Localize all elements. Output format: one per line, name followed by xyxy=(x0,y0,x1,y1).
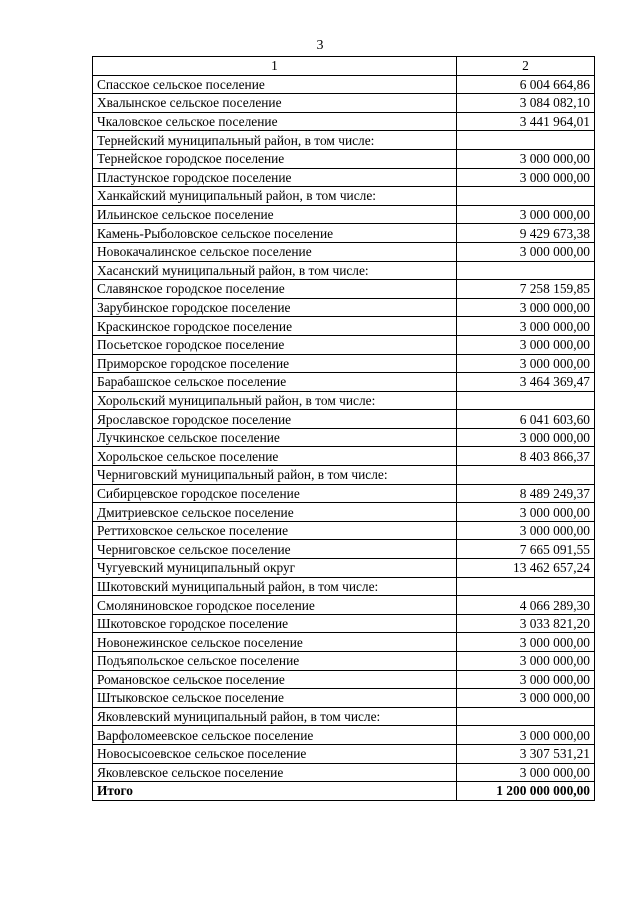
row-name-cell: Дмитриевское сельское поселение xyxy=(93,503,457,522)
table-row xyxy=(93,131,595,150)
row-amount-cell xyxy=(457,187,595,206)
table-row xyxy=(93,242,595,261)
table-row xyxy=(93,112,595,131)
row-name-cell: Черниговское сельское поселение xyxy=(93,540,457,559)
table-row xyxy=(93,466,595,485)
table-row xyxy=(93,540,595,559)
row-name-cell: Чугуевский муниципальный округ xyxy=(93,559,457,578)
table-row xyxy=(93,205,595,224)
row-amount-cell: 8 403 866,37 xyxy=(457,447,595,466)
table-row xyxy=(93,503,595,522)
table-row xyxy=(93,280,595,299)
row-amount-cell: 3 033 821,20 xyxy=(457,614,595,633)
table-row xyxy=(93,577,595,596)
row-amount-cell: 3 000 000,00 xyxy=(457,652,595,671)
row-amount-cell: 6 004 664,86 xyxy=(457,75,595,94)
row-amount-cell: 8 489 249,37 xyxy=(457,484,595,503)
row-amount-cell: 3 000 000,00 xyxy=(457,168,595,187)
row-name-cell: Краскинское городское поселение xyxy=(93,317,457,336)
table-row xyxy=(93,633,595,652)
table-row xyxy=(93,94,595,113)
table-row xyxy=(93,187,595,206)
table-row xyxy=(93,391,595,410)
row-amount-cell xyxy=(457,261,595,280)
row-amount-cell: 3 000 000,00 xyxy=(457,242,595,261)
row-name-cell: Славянское городское поселение xyxy=(93,280,457,299)
row-name-cell: Ярославское городское поселение xyxy=(93,410,457,429)
table-row xyxy=(93,335,595,354)
column-header-2: 2 xyxy=(457,57,595,76)
row-amount-cell: 3 084 082,10 xyxy=(457,94,595,113)
row-amount-cell: 3 000 000,00 xyxy=(457,354,595,373)
row-name-cell: Барабашское сельское поселение xyxy=(93,373,457,392)
table-row xyxy=(93,744,595,763)
row-name-cell: Реттиховское сельское поселение xyxy=(93,521,457,540)
row-amount-cell xyxy=(457,131,595,150)
row-amount-cell: 6 041 603,60 xyxy=(457,410,595,429)
column-header-1: 1 xyxy=(93,57,457,76)
table-body xyxy=(93,75,595,800)
row-name-cell: Спасское сельское поселение xyxy=(93,75,457,94)
row-name-cell: Ханкайский муниципальный район, в том числе: xyxy=(93,187,457,206)
table-row xyxy=(93,168,595,187)
row-name-cell: Новонежинское сельское поселение xyxy=(93,633,457,652)
row-name-cell: Черниговский муниципальный район, в том числе: xyxy=(93,466,457,485)
table-row xyxy=(93,298,595,317)
row-amount-cell: 3 000 000,00 xyxy=(457,335,595,354)
row-name-cell: Подъяпольское сельское поселение xyxy=(93,652,457,671)
row-name-cell: Посьетское городское поселение xyxy=(93,335,457,354)
row-name-cell: Приморское городское поселение xyxy=(93,354,457,373)
row-name-cell: Шкотовский муниципальный район, в том числе: xyxy=(93,577,457,596)
table-row xyxy=(93,261,595,280)
row-amount-cell: 3 000 000,00 xyxy=(457,670,595,689)
row-name-cell: Штыковское сельское поселение xyxy=(93,689,457,708)
table-row xyxy=(93,763,595,782)
row-amount-cell: 3 000 000,00 xyxy=(457,428,595,447)
row-amount-cell xyxy=(457,466,595,485)
row-name-cell: Хорольское сельское поселение xyxy=(93,447,457,466)
row-name-cell: Лучкинское сельское поселение xyxy=(93,428,457,447)
row-amount-cell: 3 000 000,00 xyxy=(457,503,595,522)
table-row xyxy=(93,149,595,168)
row-amount-cell: 3 000 000,00 xyxy=(457,317,595,336)
row-amount-cell xyxy=(457,577,595,596)
row-name-cell: Пластунское городское поселение xyxy=(93,168,457,187)
table-row xyxy=(93,410,595,429)
row-name-cell: Сибирцевское городское поселение xyxy=(93,484,457,503)
row-amount-cell: 3 000 000,00 xyxy=(457,149,595,168)
row-name-cell: Камень-Рыболовское сельское поселение xyxy=(93,224,457,243)
table-row xyxy=(93,75,595,94)
row-name-cell: Шкотовское городское поселение xyxy=(93,614,457,633)
row-amount-cell: 9 429 673,38 xyxy=(457,224,595,243)
table-row xyxy=(93,354,595,373)
row-name-cell: Романовское сельское поселение xyxy=(93,670,457,689)
row-name-cell: Смоляниновское городское поселение xyxy=(93,596,457,615)
row-name-cell: Яковлевский муниципальный район, в том числе: xyxy=(93,707,457,726)
row-amount-cell xyxy=(457,391,595,410)
row-amount-cell: 4 066 289,30 xyxy=(457,596,595,615)
row-name-cell: Тернейский муниципальный район, в том числе: xyxy=(93,131,457,150)
table-row xyxy=(93,689,595,708)
table-header-row xyxy=(93,57,595,76)
row-amount-cell: 3 000 000,00 xyxy=(457,689,595,708)
table-row xyxy=(93,670,595,689)
table-row xyxy=(93,614,595,633)
table-row xyxy=(93,224,595,243)
table-row xyxy=(93,447,595,466)
table-row xyxy=(93,707,595,726)
row-amount-cell: 3 000 000,00 xyxy=(457,205,595,224)
row-name-cell: Варфоломеевское сельское поселение xyxy=(93,726,457,745)
table-row xyxy=(93,596,595,615)
row-amount-cell: 13 462 657,24 xyxy=(457,559,595,578)
row-amount-cell: 7 258 159,85 xyxy=(457,280,595,299)
row-name-cell: Хвалынское сельское поселение xyxy=(93,94,457,113)
row-amount-cell: 3 000 000,00 xyxy=(457,633,595,652)
table-row xyxy=(93,484,595,503)
row-amount-cell: 3 464 369,47 xyxy=(457,373,595,392)
row-amount-cell: 3 000 000,00 xyxy=(457,763,595,782)
row-name-cell: Тернейское городское поселение xyxy=(93,149,457,168)
total-label-cell: Итого xyxy=(93,782,457,801)
row-name-cell: Новокачалинское сельское поселение xyxy=(93,242,457,261)
row-name-cell: Хорольский муниципальный район, в том числе: xyxy=(93,391,457,410)
row-amount-cell: 3 000 000,00 xyxy=(457,726,595,745)
total-amount-cell: 1 200 000 000,00 xyxy=(457,782,595,801)
row-amount-cell xyxy=(457,707,595,726)
table-row xyxy=(93,317,595,336)
page-number: 3 xyxy=(316,38,324,53)
table-row xyxy=(93,373,595,392)
row-amount-cell: 3 441 964,01 xyxy=(457,112,595,131)
table-row xyxy=(93,521,595,540)
row-name-cell: Яковлевское сельское поселение xyxy=(93,763,457,782)
table-row xyxy=(93,726,595,745)
row-name-cell: Чкаловское сельское поселение xyxy=(93,112,457,131)
table-row xyxy=(93,652,595,671)
table-row xyxy=(93,559,595,578)
row-name-cell: Ильинское сельское поселение xyxy=(93,205,457,224)
row-name-cell: Зарубинское городское поселение xyxy=(93,298,457,317)
row-amount-cell: 3 000 000,00 xyxy=(457,521,595,540)
allocation-table xyxy=(92,56,595,801)
table-row xyxy=(93,428,595,447)
row-amount-cell: 7 665 091,55 xyxy=(457,540,595,559)
row-name-cell: Новосысоевское сельское поселение xyxy=(93,744,457,763)
row-name-cell: Хасанский муниципальный район, в том числе: xyxy=(93,261,457,280)
row-amount-cell: 3 307 531,21 xyxy=(457,744,595,763)
total-row xyxy=(93,782,595,801)
row-amount-cell: 3 000 000,00 xyxy=(457,298,595,317)
